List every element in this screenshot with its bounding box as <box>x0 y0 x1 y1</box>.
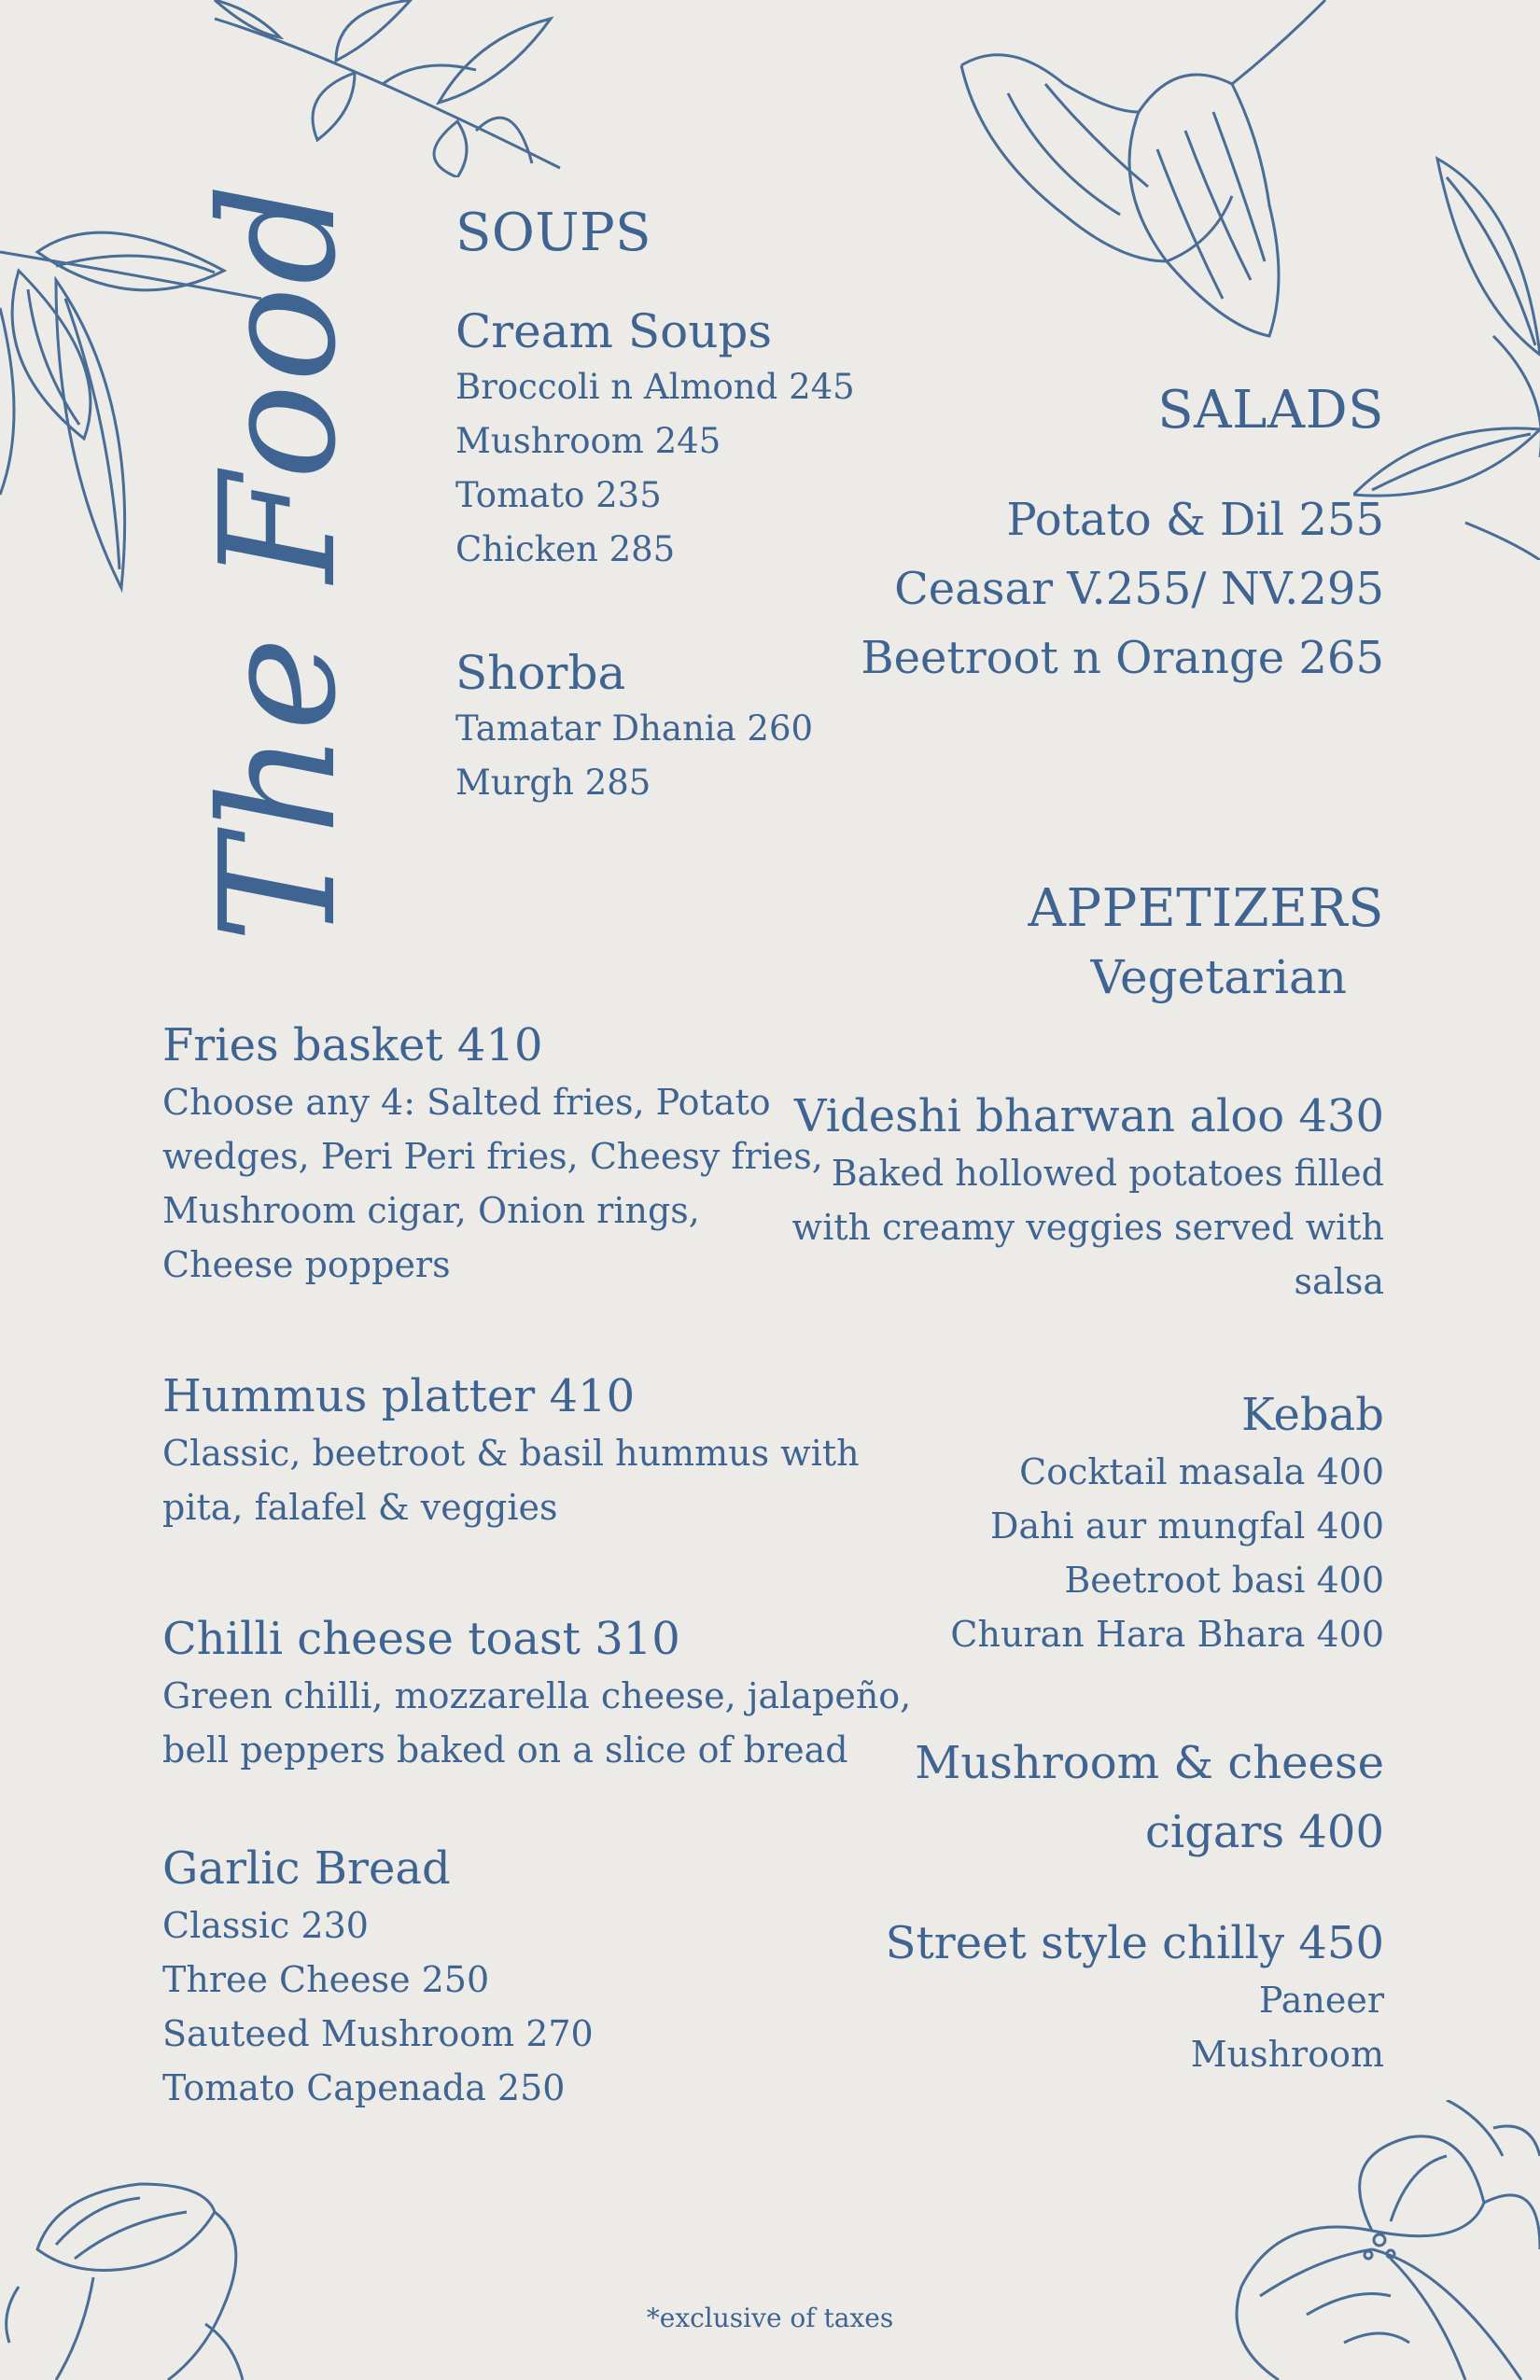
item-name: Street style chilly 450 <box>885 1917 1384 1969</box>
list-item: Tomato Capenada 250 <box>162 2067 566 2108</box>
hummus-platter-item <box>162 1370 860 1534</box>
soups-heading: SOUPS <box>455 203 652 263</box>
chilly-options-list <box>886 1973 1384 2081</box>
list-item: Sauteed Mushroom 270 <box>162 2013 594 2054</box>
item-description <box>162 1669 911 1777</box>
description-line: pita, falafel & veggies <box>162 1487 558 1528</box>
list-item: Potato & Dil 255 <box>1006 494 1384 546</box>
mushroom-cheese-cigars-item <box>915 1729 1384 1867</box>
garlic-bread-item <box>162 1842 594 2115</box>
salads-list <box>861 485 1384 693</box>
list-item: Dahi aur mungfal 400 <box>990 1505 1384 1547</box>
item-name-line: cigars 400 <box>1144 1806 1384 1858</box>
list-item: Murgh 285 <box>455 763 651 803</box>
item-description <box>162 1075 823 1292</box>
item-name: Kebab <box>1240 1389 1384 1441</box>
description-line: with creamy veggies served with <box>791 1207 1384 1248</box>
vegetarian-subheading: Vegetarian <box>1090 950 1347 1004</box>
fries-basket-item <box>162 1019 823 1292</box>
appetizers-header <box>1028 878 1384 1004</box>
item-description <box>792 1146 1384 1309</box>
description-line: Cheese poppers <box>162 1244 451 1285</box>
item-name-line: Mushroom & cheese <box>915 1737 1384 1789</box>
cream-soups-list <box>455 360 855 577</box>
soups-section <box>455 203 855 810</box>
list-item: Three Cheese 250 <box>162 1959 490 2000</box>
item-name: Videshi bharwan aloo 430 <box>793 1090 1384 1142</box>
list-item: Tamatar Dhania 260 <box>455 708 814 749</box>
list-item: Paneer <box>1258 1980 1384 2021</box>
cream-soups-title: Cream Soups <box>455 304 773 358</box>
the-food-script-title: The Food <box>187 181 371 943</box>
list-item: Cocktail masala 400 <box>1019 1451 1384 1492</box>
item-name: Fries basket 410 <box>162 1019 543 1071</box>
bud-stem-bottom-left-illustration <box>0 2156 280 2380</box>
garlic-bread-list <box>162 1898 594 2115</box>
list-item: Mushroom 245 <box>455 421 721 461</box>
videshi-bharwan-aloo-item <box>791 1090 1384 1309</box>
salads-heading: SALADS <box>1157 380 1384 441</box>
appetizers-heading: APPETIZERS <box>1028 878 1384 939</box>
salads-section <box>861 380 1384 693</box>
leaf-sprig-top-illustration <box>196 0 569 177</box>
street-style-chilly-item <box>885 1917 1384 2081</box>
description-line: Choose any 4: Salted fries, Potato <box>162 1082 771 1123</box>
list-item: Mushroom <box>1190 2034 1384 2075</box>
shorba-list <box>455 702 855 810</box>
tax-footnote: *exclusive of taxes <box>646 2303 894 2333</box>
list-item: Classic 230 <box>162 1905 369 1946</box>
list-item: Churan Hara Bhara 400 <box>950 1614 1384 1655</box>
description-line: Classic, beetroot & basil hummus with <box>162 1433 860 1474</box>
item-name: Hummus platter 410 <box>162 1370 636 1422</box>
chilli-cheese-toast-item <box>162 1613 912 1777</box>
description-line: bell peppers baked on a slice of bread <box>162 1729 848 1771</box>
description-line: salsa <box>1294 1261 1384 1302</box>
list-item: Broccoli n Almond 245 <box>455 367 855 407</box>
description-line: wedges, Peri Peri fries, Cheesy fries, <box>162 1136 823 1177</box>
description-line: Green chilli, mozzarella cheese, jalapeño, <box>162 1675 912 1716</box>
list-item: Beetroot n Orange 265 <box>861 632 1384 684</box>
kebab-list <box>950 1445 1384 1661</box>
item-description <box>162 1426 860 1534</box>
hibiscus-bottom-right-illustration <box>1167 2100 1540 2380</box>
description-line: Mushroom cigar, Onion rings, <box>162 1190 700 1231</box>
poppy-flower-top-right-illustration <box>952 0 1344 345</box>
list-item: Tomato 235 <box>455 475 662 515</box>
kebab-item <box>950 1389 1384 1661</box>
item-name: Chilli cheese toast 310 <box>162 1613 680 1665</box>
list-item: Ceasar V.255/ NV.295 <box>894 563 1384 615</box>
item-name: Garlic Bread <box>162 1842 451 1895</box>
list-item: Beetroot basi 400 <box>1064 1560 1384 1601</box>
shorba-title: Shorba <box>455 646 626 700</box>
description-line: Baked hollowed potatoes filled <box>831 1153 1384 1194</box>
list-item: Chicken 285 <box>455 529 676 569</box>
